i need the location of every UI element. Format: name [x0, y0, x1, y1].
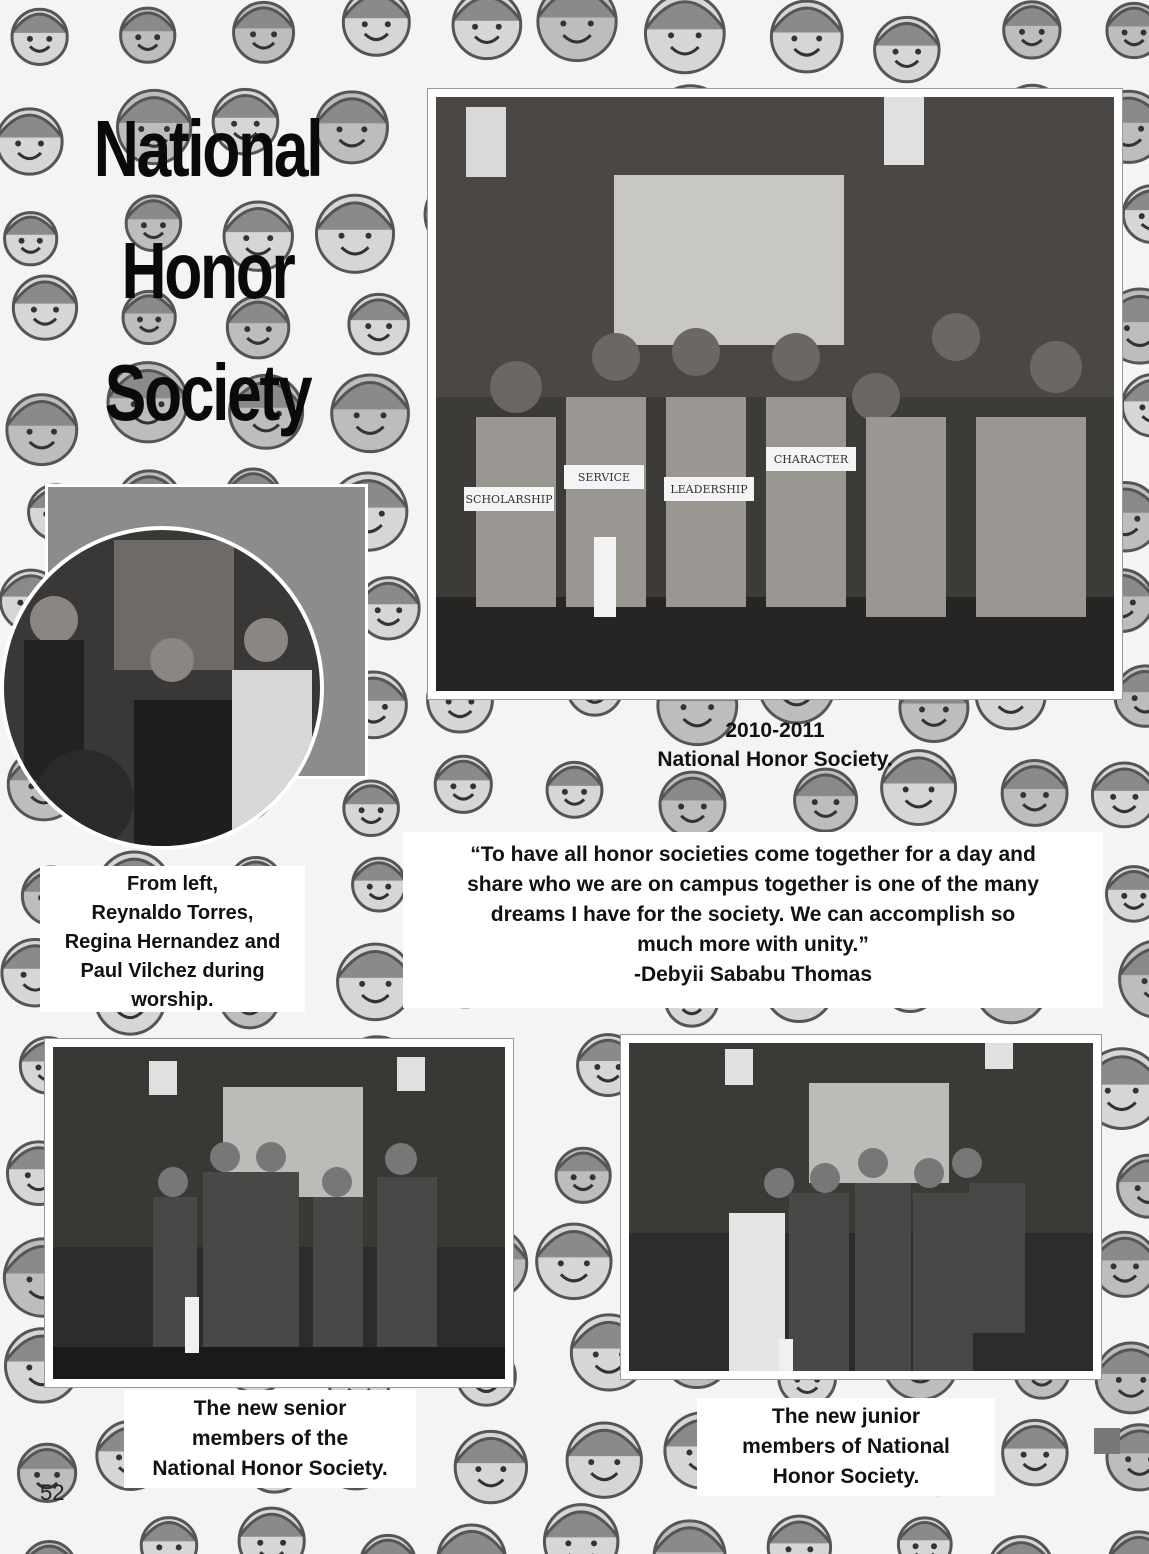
title-line-1: National [93, 104, 322, 193]
doodle-face [768, 1516, 830, 1554]
doodle-face [771, 1, 842, 72]
title-line-3: Society [104, 348, 311, 437]
doodle-face [1107, 3, 1149, 57]
doodle-face [1107, 867, 1149, 922]
doodle-face [353, 858, 406, 911]
doodle-face [567, 1423, 641, 1497]
sign-service: SERVICE [577, 471, 631, 484]
doodle-face [12, 9, 67, 64]
junior-caption-line: Honor Society. [772, 1465, 920, 1488]
doodle-face [121, 8, 175, 62]
doodle-face [455, 1431, 526, 1502]
worship-caption-line: Paul Vilchez during [80, 960, 265, 982]
doodle-face [141, 1518, 196, 1554]
doodle-face [1004, 2, 1060, 58]
doodle-face [5, 213, 57, 265]
worship-caption-line: From left, [126, 873, 219, 895]
title-line-2: Honor [121, 226, 294, 315]
doodle-face [1092, 763, 1149, 827]
doodle-face [338, 944, 414, 1020]
doodle-face [23, 1541, 76, 1554]
sign-leadership: LEADERSHIP [670, 483, 748, 496]
page-number: 52 [40, 1480, 65, 1505]
doodle-face [234, 2, 294, 62]
worship-photo [0, 526, 324, 850]
doodle-face [654, 1521, 725, 1554]
junior-caption-line: members of National [742, 1435, 950, 1458]
junior-caption [697, 1398, 995, 1496]
junior-caption-line: The new junior [771, 1405, 921, 1428]
quote-box [403, 832, 1103, 1008]
doodle-face [556, 1148, 610, 1202]
group-photo-caption [625, 716, 925, 774]
doodle-face [1118, 1155, 1149, 1217]
doodle-face [438, 1525, 505, 1554]
quote-line: share who we are on campus together is one of the many [467, 873, 1039, 896]
doodle-face [989, 1537, 1053, 1554]
senior-caption-line: members of the [191, 1427, 349, 1450]
senior-members-photo [44, 1038, 514, 1388]
doodle-face [1003, 1420, 1067, 1484]
doodle-face [361, 1535, 416, 1554]
sign-scholarship: SCHOLARSHIP [465, 493, 553, 506]
senior-caption-line: The new senior [193, 1397, 347, 1420]
caption-title: National Honor Society. [657, 748, 893, 771]
senior-caption [124, 1390, 416, 1488]
doodle-face [1122, 375, 1149, 437]
caption-year: 2010-2011 [725, 719, 825, 742]
worship-caption-line: Reynaldo Torres, [91, 902, 254, 924]
doodle-face [898, 1518, 951, 1554]
quote-author: -Debyii Sababu Thomas [633, 963, 873, 986]
quote-line: “To have all honor societies come together for a day and [470, 843, 1036, 866]
page-title [53, 88, 361, 454]
quote-line: much more with unity.” [637, 933, 869, 956]
senior-caption-line: National Honor Society. [152, 1457, 388, 1480]
junior-members-photo [620, 1034, 1102, 1380]
quote-line: dreams I have for the society. We can accomplish so [490, 903, 1016, 926]
decorative-square [1094, 1428, 1120, 1454]
worship-caption-line: Regina Hernandez and [64, 931, 281, 953]
sign-character: CHARACTER [773, 453, 849, 466]
doodle-face [1002, 760, 1067, 825]
doodle-face [538, 0, 616, 61]
doodle-face [645, 0, 724, 73]
doodle-face [435, 756, 491, 812]
doodle-face [1096, 1343, 1149, 1413]
doodle-face [795, 769, 857, 831]
doodle-face [1123, 186, 1149, 243]
worship-caption-line: worship. [131, 989, 214, 1011]
doodle-face [875, 17, 939, 81]
doodle-face [344, 781, 399, 836]
doodle-face [239, 1508, 304, 1554]
doodle-face [537, 1224, 611, 1298]
doodle-face [547, 762, 602, 817]
doodle-face [1109, 1532, 1149, 1554]
doodle-face [544, 1505, 617, 1554]
doodle-face [343, 0, 409, 55]
doodle-face [453, 0, 521, 59]
group-photo [427, 88, 1123, 700]
doodle-face [1120, 941, 1149, 1018]
worship-caption [40, 866, 305, 1012]
doodle-face [660, 772, 725, 837]
